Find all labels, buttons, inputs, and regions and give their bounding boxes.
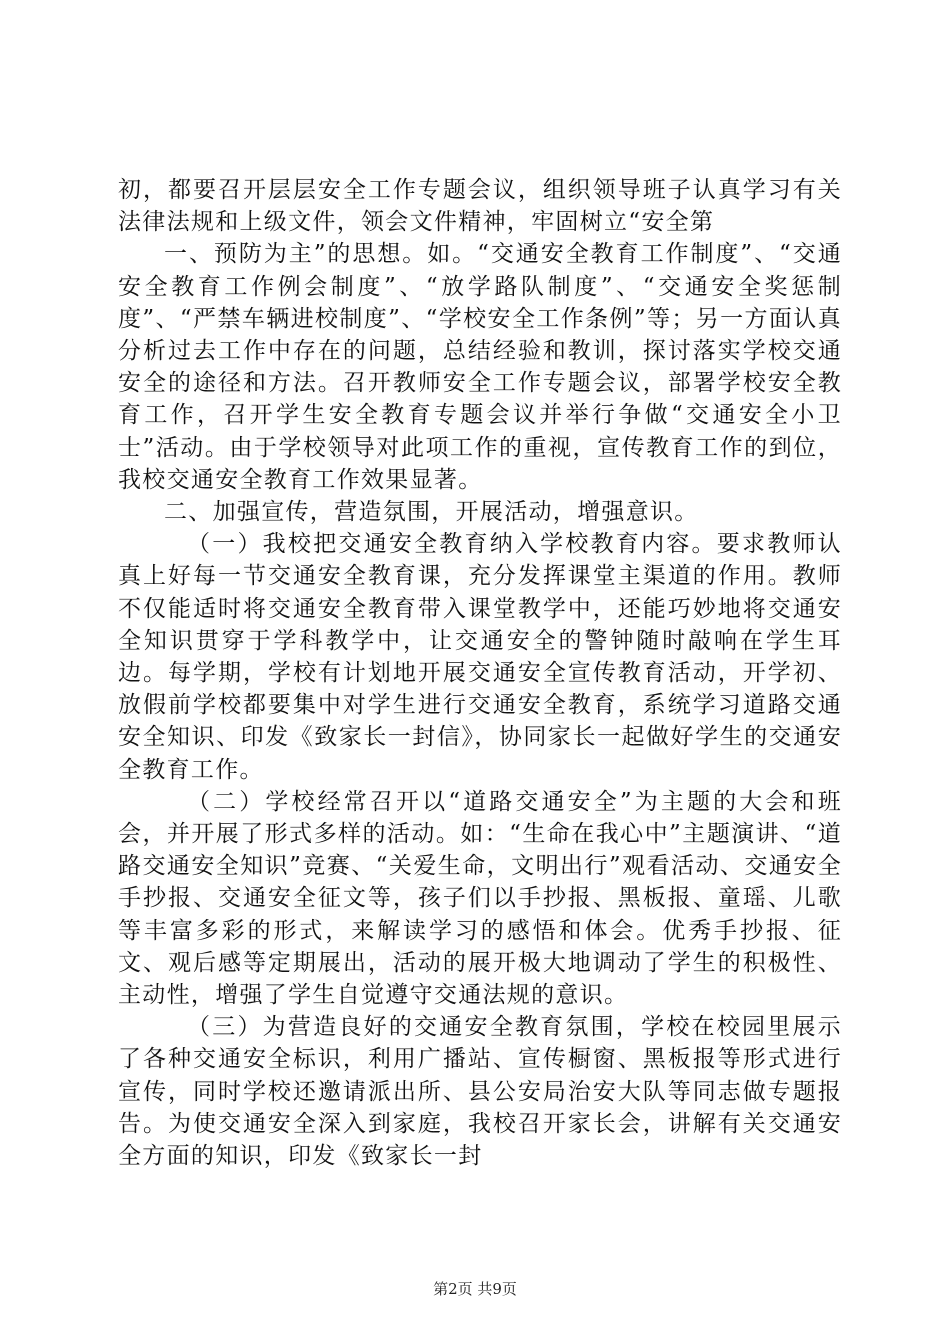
page-number-footer: 第2页 共9页 (433, 1280, 517, 1298)
paragraph-subpoint-one: （一）我校把交通安全教育纳入学校教育内容。要求教师认真上好每一节交通安全教育课，充分发挥课堂主渠道的作用。教师不仅能适时将交通安全教育带入课堂教学中，还能巧妙地将交通安全知识贯穿于学科教学中，让交通安全的警钟随时敲响在学生耳边。每学期，学校有计划地开展交通安全宣传教育活动，开学初、放假前学校都要集中对学生进行交通安全教育，系统学习道路交通安全知识、印发《致家长一封信》，协同家长一起做好学生的交通安全教育工作。 (118, 531, 842, 783)
paragraph-subpoint-three: （三）为营造良好的交通安全教育氛围，学校在校园里展示了各种交通安全标识，利用广播站、宣传橱窗、黑板报等形式进行宣传，同时学校还邀请派出所、县公安局治安大队等同志做专题报告。为使交通安全深入到家庭，我校召开家长会，讲解有关交通安全方面的知识，印发《致家长一封 (118, 1014, 842, 1170)
paragraph-continuation: 初，都要召开层层安全工作专题会议，组织领导班子认真学习有关法律法规和上级文件，领会文件精神，牢固树立“安全第 (118, 177, 842, 236)
document-body (118, 174, 842, 1172)
paragraph-subpoint-two: （二）学校经常召开以“道路交通安全”为主题的大会和班会，并开展了形式多样的活动。如：“生命在我心中”主题演讲、“道路交通安全知识”竞赛、“关爱生命，文明出行”观看活动、交通安全手抄报、交通安全征文等，孩子们以手抄报、黑板报、童瑶、儿歌等丰富多彩的形式，来解读学习的感悟和体会。优秀手抄报、征文、观后感等定期展出，活动的展开极大地调动了学生的积极性、主动性，增强了学生自觉遵守交通法规的意识。 (118, 788, 842, 1009)
paragraph-point-one: 一、预防为主”的思想。如。“交通安全教育工作制度”、“交通安全教育工作例会制度”、“放学路队制度”、“交通安全奖惩制度”、“严禁车辆进校制度”、“学校安全工作条例”等；另一方面认真分析过去工作中存在的问题，总结经验和教训，探讨落实学校交通安全的途径和方法。召开教师安全工作专题会议，部署学校安全教育工作，召开学生安全教育专题会议并举行争做“交通安全小卫士”活动。由于学校领导对此项工作的重视，宣传教育工作的到位，我校交通安全教育工作效果显著。 (118, 241, 842, 493)
section-heading-two: 二、加强宣传，营造氛围，开展活动，增强意识。 (164, 499, 699, 526)
